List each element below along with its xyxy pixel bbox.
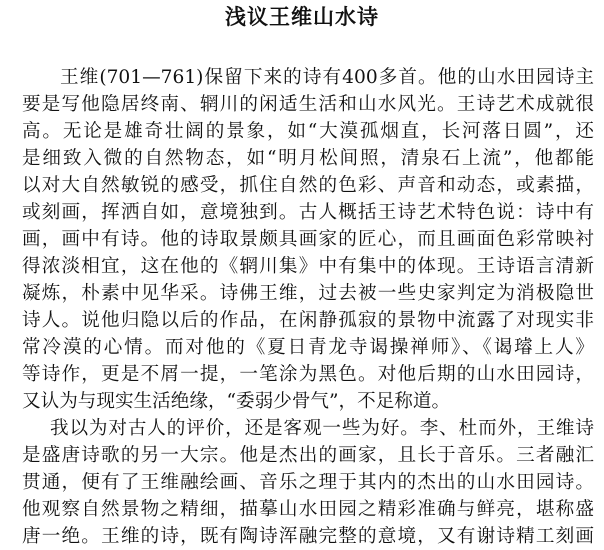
text-line: 高。无论是雄奇壮阔的景象，如“大漠孤烟直，长河落日圆”，还	[22, 121, 594, 142]
text-line: 或刻画，挥洒自如，意境独到。古人概括王诗艺术特色说：诗中有	[22, 202, 594, 223]
text-line: 要是写他隐居终南、辋川的闲适生活和山水风光。王诗艺术成就很	[22, 94, 594, 115]
text-line: 等诗作，更是不屑一提，一笔涂为黑色。对他后期的山水田园诗，	[22, 364, 594, 385]
text-line: 画，画中有诗。他的诗取景颇具画家的匠心，而且画面色彩常映衬	[22, 229, 594, 250]
document-title: 浅议王维山水诗	[225, 5, 379, 29]
text-line: 常冷漠的心情。而对他的《夏日青龙寺谒操禅师》、《谒璿上人》	[22, 337, 594, 358]
text-line: 凝炼，朴素中见华采。诗佛王维，过去被一些史家判定为消极隐世	[22, 283, 594, 304]
text-line: 又认为与现实生活绝缘，“委弱少骨气”，不足称道。	[22, 391, 451, 412]
text-line: 贯通，便有了王维融绘画、音乐之理于其内的杰出的山水田园诗。	[22, 472, 594, 493]
text-line: 我以为对古人的评价，还是客观一些为好。李、杜而外，王维诗	[50, 418, 594, 439]
text-line: 是细致入微的自然物态，如“明月松间照，清泉石上流”，他都能	[22, 148, 594, 169]
document-body	[22, 64, 594, 550]
text-line: 王维(701—761)保留下来的诗有400多首。他的山水田园诗主	[60, 67, 594, 88]
text-line: 是盛唐诗歌的另一大宗。他是杰出的画家，且长于音乐。三者融汇	[22, 445, 594, 466]
text-line: 他观察自然景物之精细，描摹山水田园之精彩准确与鲜亮，堪称盛	[22, 499, 594, 520]
text-line: 唐一绝。王维的诗，既有陶诗浑融完整的意境，又有谢诗精工刻画	[22, 526, 594, 547]
text-line: 得浓淡相宜，这在他的《辋川集》中有集中的体现。王诗语言清新	[22, 256, 594, 277]
text-line: 以对大自然敏锐的感受，抓住自然的色彩、声音和动态，或素描，	[22, 175, 594, 196]
text-line: 诗人。说他归隐以后的作品，在闲静孤寂的景物中流露了对现实非	[22, 310, 594, 331]
